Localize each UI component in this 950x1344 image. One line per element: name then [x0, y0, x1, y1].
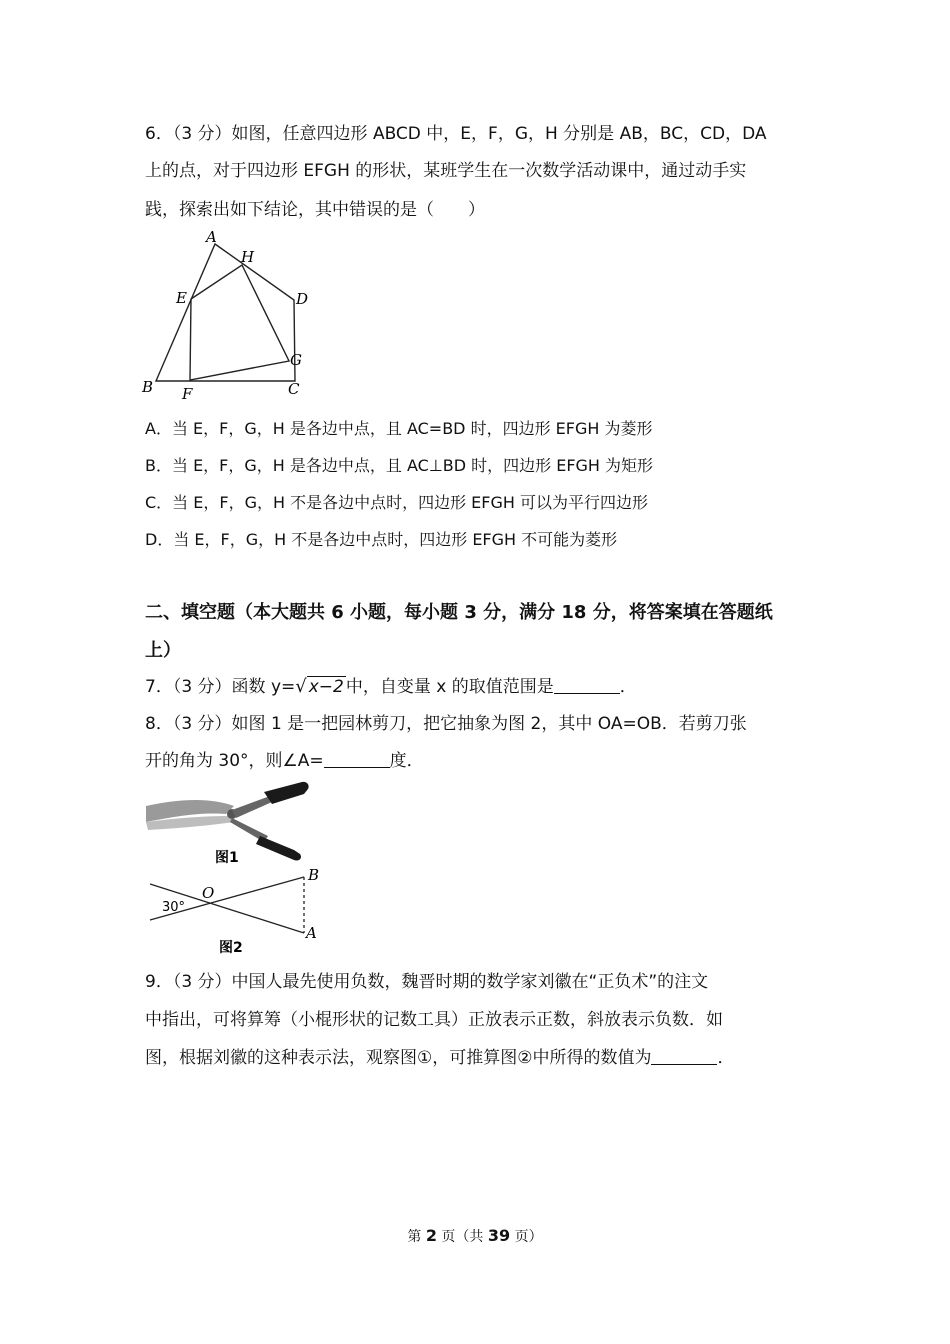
fig1-caption: 图1 — [215, 850, 239, 866]
q9-line-3 — [145, 1046, 734, 1070]
label-e: E — [176, 289, 187, 307]
q7-line — [145, 675, 637, 699]
q8-line-2-suffix: 度． — [389, 751, 424, 771]
quadrilateral-figure — [138, 228, 318, 403]
q9-line-1: 9．（3 分）中国人最先使用负数，魏晋时期的数学家刘徽在“正负术”的注文 — [145, 972, 709, 992]
fig2-caption: 图2 — [219, 940, 243, 956]
q6-line-3: 践，探索出如下结论，其中错误的是（ ） — [145, 200, 485, 220]
page-footer — [0, 1226, 950, 1246]
q6-option-d: D．当 E，F，G，H 不是各边中点时，四边形 EFGH 不可能为菱形 — [145, 530, 618, 549]
q7-answer-blank — [554, 677, 620, 694]
label-g: G — [290, 351, 302, 369]
q8-line-1: 8．（3 分）如图 1 是一把园林剪刀，把它抽象为图 2，其中 OA=OB．若剪刀张 — [145, 714, 747, 734]
quadrilateral-efgh — [190, 265, 289, 380]
q8-line-2-prefix: 开的角为 30°，则∠A= — [145, 751, 324, 771]
q9-answer-blank — [651, 1048, 717, 1065]
q6-line-1: 6．（3 分）如图，任意四边形 ABCD 中，E，F，G，H 分别是 AB，BC，CD，DA — [145, 124, 767, 144]
label-f: F — [182, 385, 193, 403]
label-b-fig2: B — [308, 866, 320, 884]
q6-line-2: 上的点，对于四边形 EFGH 的形状，某班学生在一次数学活动课中，通过动手实 — [145, 161, 747, 181]
section-2-heading-line-1: 二、填空题（本大题共 6 小题，每小题 3 分，满分 18 分，将答案填在答题纸 — [145, 602, 773, 623]
page-total: 39 — [487, 1226, 511, 1245]
label-h: H — [241, 248, 255, 266]
shear-handle-lower — [256, 836, 301, 861]
label-a-fig2: A — [306, 924, 317, 942]
label-angle-30: 30° — [162, 900, 186, 915]
label-c: C — [288, 380, 300, 398]
quadrilateral-abcd — [156, 244, 295, 381]
q8-answer-blank — [324, 751, 390, 768]
page-number: 2 — [425, 1226, 437, 1245]
scissors-diagram — [142, 866, 322, 956]
footer-post: 页） — [510, 1229, 543, 1245]
q7-end: ． — [619, 677, 637, 697]
footer-pre: 第 — [407, 1229, 426, 1245]
garden-shears-image — [142, 780, 312, 870]
shear-handle-upper — [264, 782, 309, 804]
q7-radicand: x−2 — [308, 677, 344, 697]
label-b: B — [142, 378, 154, 396]
q9-line-2: 中指出，可将算筹（小棍形状的记数工具）正放表示正数，斜放表示负数．如 — [145, 1010, 723, 1030]
q9-line-3-end: ． — [717, 1048, 735, 1068]
footer-mid: 页（共 — [436, 1229, 488, 1245]
q6-option-b: B．当 E，F，G，H 是各边中点，且 AC⊥BD 时，四边形 EFGH 为矩形 — [145, 456, 654, 475]
label-a: A — [206, 228, 217, 246]
section-2-heading-line-2: 上） — [145, 640, 181, 661]
q7-prefix: 7．（3 分）函数 y= — [145, 677, 296, 697]
q7-suffix: 中，自变量 x 的取值范围是 — [345, 677, 554, 697]
q6-option-c: C．当 E，F，G，H 不是各边中点时，四边形 EFGH 可以为平行四边形 — [145, 493, 649, 512]
q6-option-a: A．当 E，F，G，H 是各边中点，且 AC=BD 时，四边形 EFGH 为菱形 — [145, 419, 653, 438]
label-d: D — [296, 290, 309, 308]
q8-line-2 — [145, 749, 424, 773]
sqrt-icon: √ — [295, 676, 307, 697]
q9-line-3-prefix: 图，根据刘徽的这种表示法，观察图①，可推算图②中所得的数值为 — [145, 1048, 652, 1068]
label-o: O — [202, 884, 215, 902]
shear-shank-upper — [232, 796, 272, 818]
